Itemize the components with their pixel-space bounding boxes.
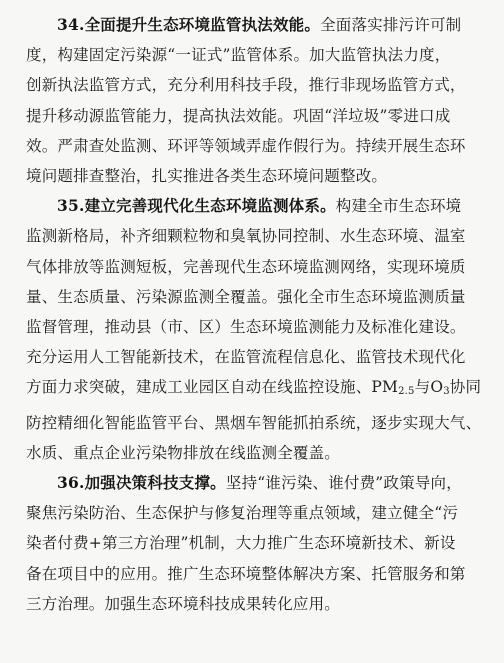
section-heading: 35.建立完善现代化生态环境监测体系。	[57, 196, 336, 216]
paragraph-text: 方面力求突破，建成工业园区自动在线监控设施、PM	[26, 378, 399, 397]
paragraph-line: 境问题排查整治，扎实推进各类生态环境问题整改。	[26, 167, 388, 186]
paragraph-line: 三方治理。加强生态环境科技成果转化应用。	[26, 594, 341, 613]
paragraph-line: 量、生态质量、污染源监测全覆盖。强化全市生态环境监测质量	[26, 287, 466, 306]
paragraph-line: 备在项目中的应用。推广生态环境整体解决方案、托管服务和第	[26, 564, 466, 583]
paragraph-line: 聚焦污染防治、生态保护与修复治理等重点领域，建立健全“污	[26, 504, 459, 523]
paragraph-text: 协同	[449, 378, 482, 397]
paragraph-line: 气体排放等监测短板，完善现代生态环境监测网络，实现环境质	[26, 257, 466, 276]
paragraph-line: 防控精细化智能监管平台、黑烟车智能抓拍系统，逐步实现大气、	[26, 413, 482, 432]
paragraph-text: 全面落实排污许可制	[320, 16, 462, 34]
section-heading: 36.加强决策科技支撑。	[57, 473, 226, 493]
subscript-text: 2.5	[398, 386, 415, 398]
paragraph-text: 坚持“谁污染、谁付费”政策导向，	[225, 474, 462, 493]
section-36	[26, 468, 486, 619]
section-34	[26, 10, 486, 191]
paragraph-line	[26, 468, 486, 498]
paragraph-text: 构建全市生态环境	[335, 197, 462, 216]
paragraph-line	[26, 10, 486, 40]
paragraph-line: 度，构建固定污染源“一证式”监管体系。加大监管执法力度，	[26, 46, 451, 65]
paragraph-text: 与O	[414, 378, 444, 397]
section-heading: 34.全面提升生态环境监管执法效能。	[57, 15, 321, 34]
paragraph-line: 充分运用人工智能新技术，在监管流程信息化、监管技术现代化	[26, 348, 466, 367]
subscript-text: 3	[443, 386, 450, 398]
paragraph-line: 效。严肃查处监测、环评等领域弄虚作假行为。持续开展生态环	[26, 136, 466, 155]
paragraph-line: 监督管理，推动县（市、区）生态环境监测能力及标准化建设。	[26, 318, 466, 337]
section-35	[26, 191, 486, 468]
paragraph-line	[26, 191, 486, 221]
paragraph-line: 创新执法监管方式，充分利用科技手段，推行非现场监管方式，	[26, 76, 466, 95]
paragraph-line	[26, 372, 486, 407]
paragraph-line: 染者付费+第三方治理”机制，大力推广生态环境新技术、新设	[26, 534, 456, 553]
paragraph-line: 提升移动源监管能力，提高执法效能。巩固“洋垃圾”零进口成	[26, 106, 451, 125]
paragraph-line: 水质、重点企业污染物排放在线监测全覆盖。	[26, 443, 341, 462]
paragraph-line: 监测新格局，补齐细颗粒物和臭氧协同控制、水生态环境、温室	[26, 227, 466, 246]
